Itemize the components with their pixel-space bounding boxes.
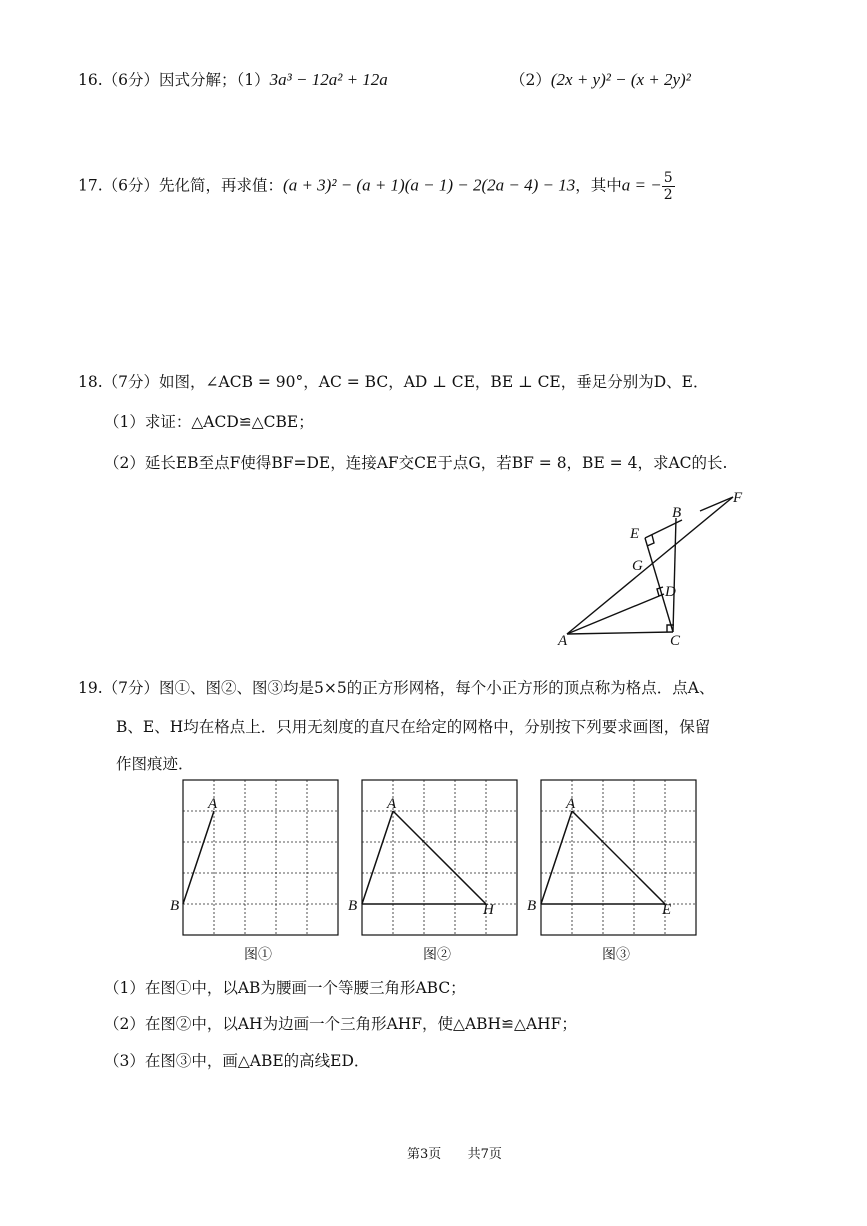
- question-score: （7分）: [102, 373, 160, 391]
- part-label: （2）: [510, 71, 551, 89]
- question-18-part-1: （1）求证：△ACD≌△CBE；: [104, 413, 314, 431]
- grid2-label-a: A: [387, 796, 397, 812]
- grid2-label-b: B: [348, 898, 358, 914]
- page-number: 第3页: [407, 1147, 442, 1162]
- caption-figure-2: 图②: [423, 947, 451, 963]
- segment-eb: [645, 520, 682, 538]
- grid3-label-b: B: [527, 898, 537, 914]
- point-label-e: E: [630, 526, 640, 542]
- question-19-part-2: （2）在图②中，以AH为边画一个三角形AHF，使△ABH≌△AHF；: [104, 1015, 577, 1033]
- caption-figure-3: 图③: [602, 947, 630, 963]
- question-18-part-2: （2）延长EB至点F使得BF=DE，连接AF交CE于点G，若BF = 8，BE = 4，求AC的长.: [104, 454, 728, 472]
- question-stem: 如图，∠ACB = 90°，AC = BC，AD ⊥ CE，BE ⊥ CE，垂足分别为D、E．: [159, 373, 709, 391]
- question-score: （7分）: [102, 679, 160, 697]
- math-expression: (2x + y)² − (x + 2y)²: [550, 70, 691, 89]
- point-label-g: G: [632, 558, 643, 574]
- grid1-label-b: B: [170, 898, 180, 914]
- math-expression: 3a³ − 12a² + 12a: [269, 70, 388, 89]
- geometry-figure-18: [550, 482, 770, 652]
- fraction: [662, 170, 675, 203]
- question-19-line-3: 作图痕迹．: [116, 755, 194, 773]
- grid-1: [183, 780, 338, 935]
- segment-af: [567, 497, 733, 634]
- condition-text: ，其中: [575, 176, 622, 195]
- grid3-label-a: A: [566, 796, 576, 812]
- point-label-d: D: [665, 584, 676, 600]
- question-16: [78, 68, 388, 90]
- point-label-f: F: [733, 490, 743, 506]
- segment-ab: [541, 811, 572, 904]
- question-score: （6分）: [102, 71, 160, 89]
- question-stem: 先化简，再求值：: [159, 176, 284, 195]
- question-17: [78, 170, 675, 203]
- point-label-b: B: [672, 505, 682, 521]
- grid3-label-e: E: [662, 902, 672, 918]
- question-number: 18.: [78, 373, 103, 391]
- segment-ae: [572, 811, 665, 904]
- math-expression: (a + 3)² − (a + 1)(a − 1) − 2(2a − 4) − 13: [283, 175, 576, 195]
- fraction-denominator: 2: [663, 187, 673, 203]
- segment-ab: [183, 811, 214, 904]
- fraction-numerator: 5: [663, 170, 673, 186]
- question-16-part-2: [510, 68, 691, 90]
- question-number: 19.: [78, 679, 103, 697]
- question-19-part-3: （3）在图③中，画△ABE的高线ED．: [104, 1052, 370, 1070]
- question-score: （6分）: [102, 176, 160, 195]
- point-label-c: C: [670, 633, 681, 649]
- question-stem: 因式分解；: [159, 71, 237, 89]
- grid-figures: [168, 776, 708, 946]
- segment-ab: [362, 811, 393, 904]
- question-19-line-2: B、E、H均在格点上．只用无刻度的直尺在给定的网格中，分别按下列要求画图，保留: [116, 718, 711, 736]
- variable-value: a = −: [621, 175, 662, 195]
- point-label-a: A: [558, 633, 568, 649]
- segment-ac: [567, 632, 673, 634]
- segment-ah: [393, 811, 486, 904]
- part-label: （1）: [236, 71, 270, 89]
- question-18: [78, 370, 709, 392]
- page-total: 共7页: [467, 1147, 502, 1162]
- grid-3: [541, 780, 696, 935]
- question-number: 16.: [78, 71, 103, 89]
- question-19-part-1: （1）在图①中，以AB为腰画一个等腰三角形ABC；: [104, 979, 466, 997]
- segment-ad: [567, 594, 664, 634]
- page-footer: [407, 1143, 502, 1162]
- caption-figure-1: 图①: [244, 947, 272, 963]
- question-stem: 图①、图②、图③均是5×5的正方形网格，每个小正方形的顶点称为格点．点A、: [159, 679, 715, 697]
- grid1-label-a: A: [208, 796, 218, 812]
- segment-bf: [700, 497, 733, 511]
- question-19: [78, 676, 714, 698]
- question-number: 17.: [78, 176, 103, 195]
- grid2-label-h: H: [483, 902, 494, 918]
- segment-cb: [673, 518, 676, 632]
